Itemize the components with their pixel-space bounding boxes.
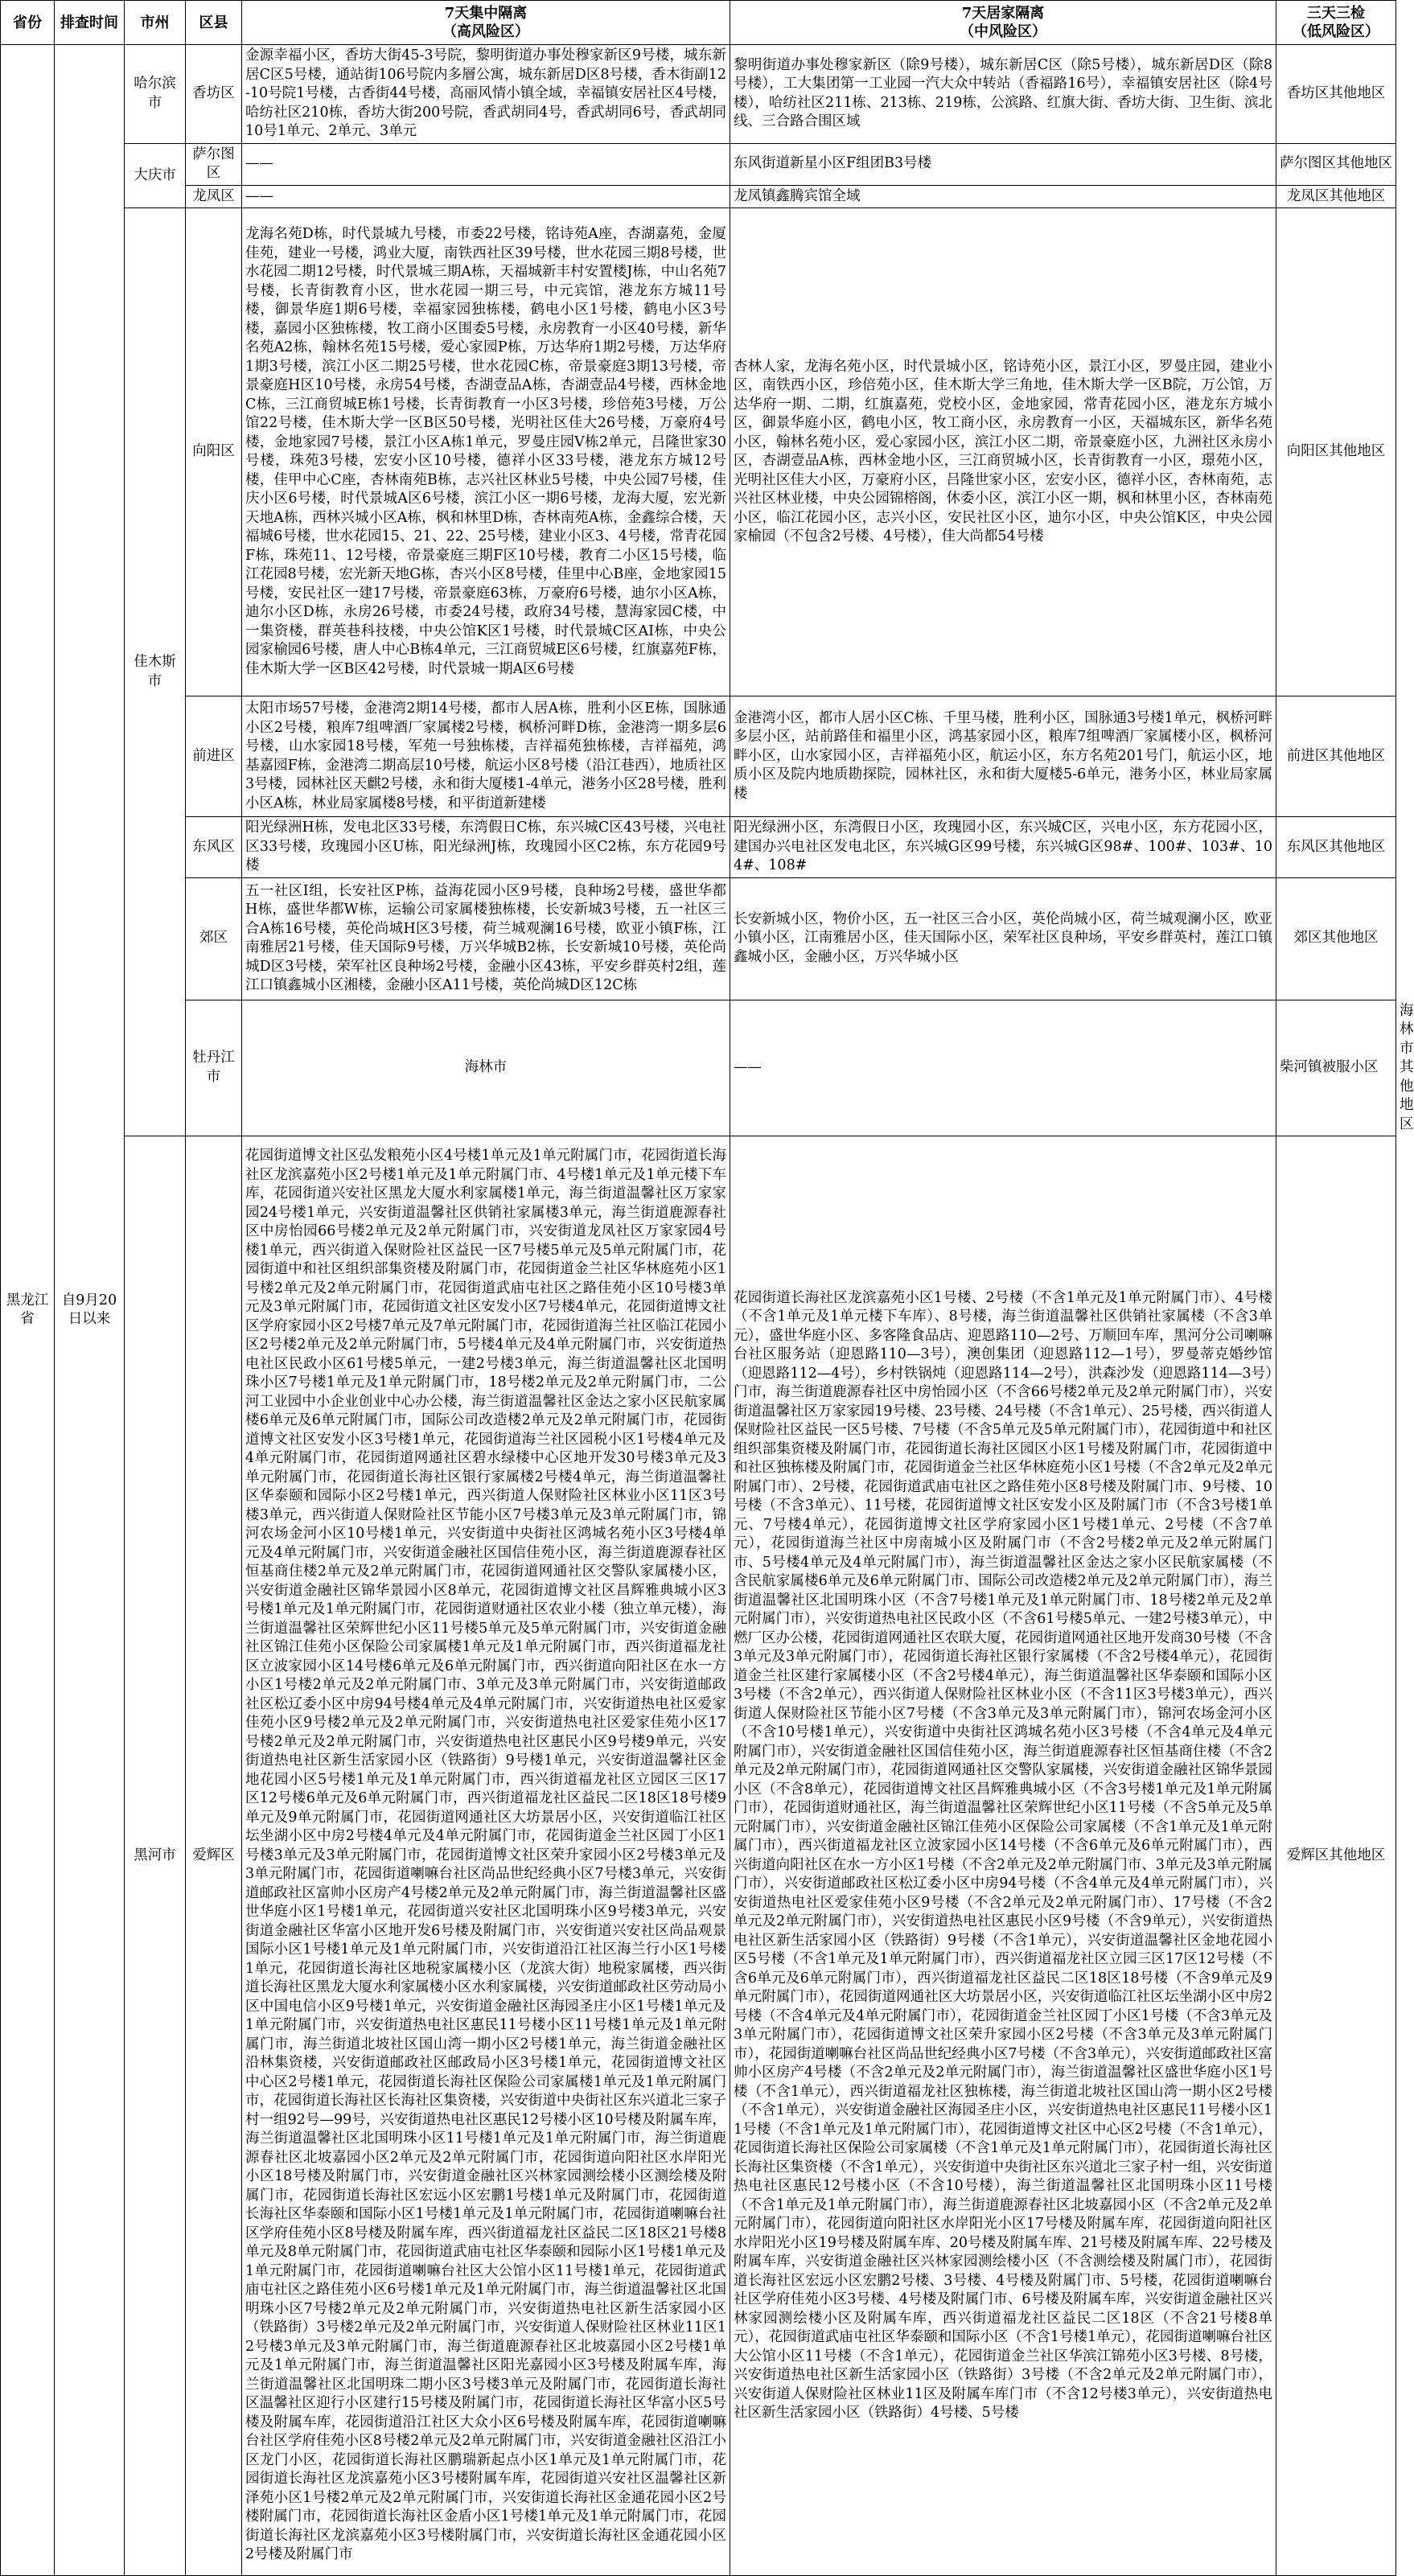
high-risk-sarturu: —— xyxy=(242,143,730,185)
header-mid-risk xyxy=(730,1,1276,45)
district-jiaoqu: 郊区 xyxy=(186,877,242,1000)
table-header-row xyxy=(1,1,1396,45)
table-row xyxy=(1,1136,1396,2576)
check-time-cell: 自9月20日以来 xyxy=(55,45,125,2576)
mid-risk-qianjin: 金港湾小区，都市人居小区C栋、千里马楼，胜利小区，国脉通3号楼1单元，枫桥河畔多层小区，站前路佳和福里小区，鸿基家园小区，粮库7组啤酒厂家属楼小区，枫桥河畔小区，山水家园小区，吉祥福苑小区，航运小区，东方名苑201号门，航运小区，地质小区及院内地质勘探院，园林社区，永和街大厦楼5-6单元，港务小区，林业局家属楼 xyxy=(730,696,1276,817)
mid-risk-xiangfang: 黎明街道办事处穆家新区（除9号楼），城东新居C区（除5号楼），城东新居D区（除8号楼），工大集团第一工业园一汽大众中转站（香福路16号），幸福镇安居社区（除4号楼），哈纺社区211栋、213栋、219栋，公滨路、红旗大街、香坊大街、卫生街、滨北线、三合路合围区域 xyxy=(730,45,1276,144)
city-heihe: 黑河市 xyxy=(125,1136,186,2576)
table-row xyxy=(1,877,1396,1000)
low-risk-aihui: 爱辉区其他地区 xyxy=(1276,1136,1396,2576)
district-xiangfang: 香坊区 xyxy=(186,45,242,144)
district-xiangyang: 向阳区 xyxy=(186,208,242,696)
high-risk-xiangfang: 金源幸福小区，香坊大街45-3号院，黎明街道办事处穆家新区9号楼，城东新居C区5号楼，通站街106号院内多層公寓，城东新居D区8号楼，香木街副12-10号院1号楼，古香街44号楼，高丽风情小镇全域，幸福镇安居社区4号楼，哈纺社区210栋，香坊大街200号院，香武胡同4号，香武胡同6号，香武胡同10号1单元、2单元、3单元 xyxy=(242,45,730,144)
header-high-risk-title: 7天集中隔离 xyxy=(444,5,528,22)
city-jiamusi: 佳木斯市 xyxy=(125,208,186,1136)
table-row xyxy=(1,45,1396,144)
high-risk-aihui: 花园街道博文社区弘发粮苑小区4号楼1单元及1单元附属门市，花园街道长海社区龙滨嘉苑小区2号楼1单元及1单元附属门市、4号楼1单元及1单元楼下车库，花园街道兴安社区黑龙大厦水利家属楼1单元，海兰街道温馨社区万家家园24号楼1单元，兴安街道温馨社区供销社家属楼3单元，海兰街道鹿源春社区中房怡园66号楼2单元及2单元附属门市，兴安街道龙凤社区万家家园4号楼1单元，西兴街道入保财险社区益民一区7号楼5单元及5单元附属门市，花园街道中和社区组织部集资楼及附属门市，花园街道金兰社区华林庭苑小区1号楼2单元及2单元附属门市，花园街道武庙屯社区之路佳苑小区10号楼3单元及3单元附属门市，花园街道文社区安发小区7号楼4单元，花园街道博文社区学府家园小区2号楼7单元及7单元附属门市，花园街道海兰社区临江花园小区2号楼2单元及2单元附属门市，5号楼4单元及4单元附属门市，兴安街道热电社区民政小区61号楼5单元，一建2号楼3单元，海兰街道温馨社区北国明珠小区7号楼1单元及1单元附属门市，18号楼2单元及2单元附属门市，二公河工业园中小企业创业中心办公楼，海兰街道温馨社区金达之家小区民航家属楼6单元及6单元附属门市，国际公司改造楼2单元及2单元附属门市，花园街道博文社区安发小区3号楼1单元，花园街道海兰社区园税小区1号楼4单元及4单元附属门市，花园街道网通社区碧水绿楼中心区地开发30号楼3单元及3单元附属门市，花园街道长海社区银行家属楼2号楼4单元，海兰街道温馨社区华泰颐和园际小区2号楼1单元，西兴街道人保财险社区林业小区11区3号楼3单元，西兴街道人保财险社区节能小区7号楼3单元及3单元附属门市，锦河农场金河小区10号楼1单元，兴安街道中央街社区鸿城名苑小区3号楼4单元及4单元附属门市，兴安街道金融社区国信佳苑小区，海兰街道鹿源春社区恒基商住楼2单元及2单元附属门市，花园街道网通社区交警队家属楼小区，兴安街道金融社区锦华景园小区8单元，花园街道博文社区昌辉雅典城小区3号楼1单元及1单元附属门市，花园街道财通社区农业小楼（独立单元楼），海兰街道温馨社区荣辉世纪小区11号楼5单元及5单元附属门市，兴安街道金融社区锦江佳苑小区保险公司家属楼1单元及1单元附属门市，西兴街道福龙社区立波家园小区14号楼6单元及6单元附属门市，西兴街道向阳社区在水一方小区1号楼2单元及2单元附属门市、3单元及3单元附属门市，兴安街道邮政社区松辽委小区中房94号楼4单元及4单元附属门市，兴安街道热电社区爱家佳苑小区9号楼2单元及2单元附属门市，兴安街道热电社区爱家佳苑小区17号楼2单元及2单元附属门市，兴安街道热电社区惠民小区9号楼9单元，兴安街道热电社区新生活家园小区（铁路街）9号楼1单元，兴安街道温馨社区金地花园小区5号楼1单元及1单元附属门市，西兴街道福龙社区立园区三区17区12号楼6单元及6单元附属门市，西兴街道福龙社区益民二区18区18号楼9单元及9单元附属门市，花园街道网通社区大坊景居小区，兴安街道临江社区坛坐湖小区中房2号楼4单元及4单元附属门市，花园街道金兰社区园丁小区1号楼3单元及3单元附属门市，花园街道博文社区荣升家园小区2号楼3单元及3单元附属门市，花园街道喇嘛台社区尚品世纪经典小区7号楼3单元，兴安街道邮政社区富帅小区房产4号楼2单元及2单元附属门市，海兰街道温馨社区盛世华庭小区1号楼1单元，花园街道兴安社区北国明珠小区9号楼3单元，兴安街道金融社区华富小区地开发6号楼及附属门市，兴安街道兴安社区尚品观景国际小区1号楼1单元及1单元附属门市，兴安街道沿江社区海兰行小区1号楼1单元，花园街道长海社区地税家属楼小区（龙滨大街）地税家属楼，西兴街道长海社区黑龙大厦水利家属楼小区水利家属楼，兴安街道邮政社区劳动局小区中国电信小区9号楼1单元，兴安街道金融社区海园圣庄小区1号楼1单元及1单元附属门市，兴安街道热电社区惠民11号楼小区11号楼1单元及1单元附属门市，海兰街道北坡社区国山湾一期小区2号楼1单元，海兰街道金融社区沿林集资楼，兴安街道邮政社区邮政局小区3号楼1单元，花园街道博文社区中心区2号楼1单元，花园街道长海社区保险公司家属楼1单元及1单元附属门市，花园街道长海社区长海社区集资楼，兴安街道中央街社区东兴道北三家子村一组92号—99号，兴安街道热电社区惠民12号楼小区10号楼及附属车库，海兰街道温馨社区北国明珠小区11号楼1单元及1单元附属门市，海兰街道鹿源春社区北坡嘉园小区2单元及2单元附属门市，花园街道向阳社区水岸阳光小区18号楼及附属门市，兴安街道金融社区兴林家园测绘楼小区测绘楼及附属门市，花园街道长海社区宏远小区宏鹏1号楼1单元及附属门市，花园街道长海社区华泰颐和国际小区1号楼1单元及1单元附属门市，花园街道喇嘛台社区学府佳苑小区8号楼及附属车库，西兴街道福龙社区益民二区18区21号楼8单元及8单元附属门市，花园街道武庙屯社区华泰颐和园际小区1号楼1单元及1单元附属门市，花园街道喇嘛台社区大公馆小区11号楼1单元，花园街道武庙屯社区之路佳苑小区6号楼1单元及1单元附属门市，海兰街道温馨社区北国明珠小区7号楼2单元及2单元附属门市，兴安街道热电社区新生活家园小区（铁路街）3号楼2单元及2单元附属门市，兴安街道人保财险社区林业11区12号楼3单元及3单元附属门市，海兰街道鹿源春社区北坡嘉园小区2号楼1单元及1单元附属门市，海兰街道温馨社区阳光嘉园小区3号楼及附属车库，海兰街道温馨社区北国明珠二期小区3号楼3单元及附属门市，花园街道长海社区温馨社区迎行小区建行15号楼及附属门市，花园街道长海社区华富小区5号楼及附属车库，花园街道沿江社区大众小区6号楼及附属车库，花园街道喇嘛台社区学府佳苑小区8号楼2单元及2单元附属门市，兴安街道金融社区沿江小区龙门小区，花园街道长海社区鹏瑞新起点小区1单元及1单元附属门市，花园街道长海社区龙滨嘉苑小区3号楼附属车库，花园街道兴安社区温馨社区新泽苑小区1号楼2单元及2单元附属门市，兴安街道长海社区金通花园小区2号楼附属门市，花园街道长海社区金盾小区1号楼1单元及1单元附属门市，花园街道长海社区龙滨嘉苑小区3号楼附属门市，兴安街道长海社区金通花园小区2号楼及附属门市 xyxy=(242,1136,730,2576)
header-high-risk xyxy=(242,1,730,45)
table-row xyxy=(1,817,1396,878)
district-qianjin: 前进区 xyxy=(186,696,242,817)
header-low-risk-sub: （低风险区） xyxy=(1293,23,1379,40)
district-sarturu: 萨尔图区 xyxy=(186,143,242,185)
header-low-risk-title: 三天三检 xyxy=(1307,5,1365,22)
mid-risk-longfeng: 龙凤镇鑫腾宾馆全域 xyxy=(730,185,1276,208)
low-risk-xiangyang: 向阳区其他地区 xyxy=(1276,208,1396,696)
city-mudanjiang: 牡丹江市 xyxy=(186,1000,242,1136)
table-row xyxy=(1,696,1396,817)
low-risk-xiangfang: 香坊区其他地区 xyxy=(1276,45,1396,144)
district-aihui: 爱辉区 xyxy=(186,1136,242,2576)
mid-risk-xiangyang: 杏林人家，龙海名苑小区，时代景城小区，铭诗苑小区，景江小区，罗曼庄园，建业小区，南铁西小区，珍倍苑小区，佳木斯大学三角地，佳木斯大学一区B院，万公馆，万达华府一期、二期，红旗嘉苑，党校小区，金地家园，常青花园小区，港龙东方城小区，御景华庭小区，鹤电小区，牧工商小区，永房教育一小区，天福城东区，新华名苑小区，翰林名苑小区，爱心家园小区，滨江小区二期，帝景豪庭小区，九洲社区永房小区，杏湖壹品A栋，西林金地小区，三江商贸城小区，长青街教育一小区，璟苑小区，光明社区佳大小区，万豪府小区，吕隆世家小区，宏安小区，德祥小区，杏林南苑，志兴社区林业楼，中央公园锦榕阁，休委小区，滨江小区一期，枫和林里小区，杏林南苑小区，临江花园小区，志兴小区，安民社区小区，迪尔小区，中央公馆K区，中央公园家榆园（不包含2号楼、4号楼），佳大尚都54号楼 xyxy=(730,208,1276,696)
mid-risk-sarturu: 东风街道新星小区F组团B3号楼 xyxy=(730,143,1276,185)
table-row: 牡丹江市 海林市 —— 柴河镇被服小区 海林市其他地区 xyxy=(1,1000,1396,1136)
low-risk-sarturu: 萨尔图区其他地区 xyxy=(1276,143,1396,185)
mid-risk-dongfeng: 阳光绿洲小区，东湾假日小区，玫瑰园小区，东兴城C区，兴电小区，东方花园小区，建国办兴电社区发电北区，东兴城G区99号楼，东兴城G区98#、100#、103#、104#、108# xyxy=(730,817,1276,878)
table-row xyxy=(1,185,1396,208)
header-district: 区县 xyxy=(186,1,242,45)
high-risk-jiaoqu: 五一社区I组，长安社区P栋，益海花园小区9号楼，良种场2号楼，盛世华都H栋，盛世华都W栋，运输公司家属楼独栋楼，长安新城3号楼，五一社区三合A栋16号楼，英伦尚城H区3号楼，荷兰城观澜16号楼，欧亚小镇F栋，江南雅居21号楼，佳天国际9号楼，万兴华城B2栋，长安新城10号楼，英伦尚城D区3号楼，荣军社区良种场2号楼，金融小区43栋，平安乡群英村2组，莲江口镇鑫城小区湘楼，金融小区A11号楼，英伦尚城D区12C栋 xyxy=(242,877,730,1000)
header-check-time: 排查时间 xyxy=(55,1,125,45)
city-harbin: 哈尔滨市 xyxy=(125,45,186,144)
city-daqing: 大庆市 xyxy=(125,143,186,208)
low-risk-jiaoqu: 郊区其他地区 xyxy=(1276,877,1396,1000)
district-hailin: 海林市 xyxy=(242,1000,730,1136)
high-risk-longfeng: —— xyxy=(242,185,730,208)
table-row xyxy=(1,208,1396,696)
header-province: 省份 xyxy=(1,1,55,45)
high-risk-hailin: —— xyxy=(730,1000,1276,1136)
high-risk-dongfeng: 阳光绿洲H栋，发电北区33号楼，东湾假日C栋，东兴城C区43号楼，兴电社区33号楼，玫瑰园小区U栋，阳光绿洲J栋，玫瑰园小区C2栋，东方花园9号楼 xyxy=(242,817,730,878)
low-risk-dongfeng: 东风区其他地区 xyxy=(1276,817,1396,878)
mid-risk-jiaoqu: 长安新城小区，物价小区，五一社区三合小区，英伦尚城小区，荷兰城观澜小区，欧亚小镇小区，江南雅居小区，佳天国际小区，荣军社区良种场，平安乡群英村，莲江口镇鑫城小区，金融小区，万兴华城小区 xyxy=(730,877,1276,1000)
low-risk-qianjin: 前进区其他地区 xyxy=(1276,696,1396,817)
province-cell: 黑龙江省 xyxy=(1,45,55,2576)
mid-risk-aihui: 花园街道长海社区龙滨嘉苑小区1号楼、2号楼（不含1单元及1单元附属门市）、4号楼（不含1单元及1单元楼下车库）、8号楼，海兰街道温馨社区供销社家属楼（不含3单元），盛世华庭小区、多客隆食品店、迎恩路110—2号、万顺回车库，黑河分公司喇嘛台社区服务站（迎恩路110—3号），澳创集团（迎恩路112—1号），罗曼蒂克婚纱馆（迎恩路112—4号），乡村铁锅炖（迎恩路114—2号），洪森沙发（迎恩路114—3号）门市，海兰街道鹿源春社区中房怡园小区（不含66号楼2单元及2单元附属门市），兴安街道温馨社区万家家园19号楼、23号楼、24号楼（不含1单元）、25号楼，西兴街道人保财险社区益民一区5号楼、7号楼（不含5单元及5单元附属门市），花园街道中和社区组织部集资楼及附属门市，花园街道长海社区园区小区1号楼及附属门市，花园街道中和社区独栋楼及附属门市，花园街道金兰社区华林庭苑小区1号楼（不含2单元及2单元附属门市）、2号楼，花园街道武庙屯社区之路佳苑小区8号楼及附属门市、9号楼、10号楼（不含3单元）、11号楼，花园街道博文社区安发小区及附属门市（不含3号楼1单元、7号楼4单元），花园街道博文社区学府家园小区1号楼1单元、2号楼（不含7单元），花园街道海兰社区中房南城小区及附属门市（不含2号楼2单元及2单元附属门市、5号楼4单元及4单元附属门市），海兰街道温馨社区金达之家小区民航家属楼（不含民航家属楼6单元及6单元附属门市、国际公司改造楼2单元及2单元附属门市），海兰街道温馨社区北国明珠小区（不含7号楼1单元及1单元附属门市、18号楼2单元及2单元附属门市），兴安街道热电社区民政小区（不含61号楼5单元、一建2号楼3单元），中燃厂区办公楼，花园街道网通社区农联大厦，花园街道网通社区地开发商30号楼（不含3单元及3单元附属门市），花园街道长海社区银行家属楼（不含2号楼4单元），花园街道金兰社区建行家属楼小区（不含2号楼4单元），海兰街道温馨社区华泰颐和国际小区3号楼（不含2单元），西兴街道人保财险社区林业小区（不含11区3号楼3单元），西兴街道人保财险社区节能小区7号楼（不含3单元及3单元附属门市），锦河农场金河小区（不含10号楼1单元），兴安街道中央街社区鸿城名苑小区3号楼（不含4单元及4单元附属门市），兴安街道金融社区国信佳苑小区，海兰街道鹿源春社区恒基商住楼（不含2单元及2单元附属门市），花园街道网通社区交警队家属楼，兴安街道金融社区锦华景园小区（不含8单元），花园街道博文社区昌辉雅典城小区（不含3号楼1单元及1单元附属门市），花园街道财通社区，海兰街道温馨社区荣辉世纪小区11号楼（不含5单元及5单元附属门市），兴安街道金融社区锦江佳苑小区保险公司家属楼（不含1单元及1单元附属门市），西兴街道福龙社区立波家园小区14号楼（不含6单元及6单元附属门市），西兴街道向阳社区在水一方小区1号楼（不含2单元及2单元附属门市、3单元及3单元附属门市），兴安街道邮政社区松辽委小区中房94号楼（不含4单元及4单元附属门市），兴安街道热电社区爱家佳苑小区9号楼（不含2单元及2单元附属门市）、17号楼（不含2单元及2单元附属门市），兴安街道热电社区惠民小区9号楼（不含9单元），兴安街道热电社区新生活家园小区（铁路街）9号楼（不含1单元），兴安街道温馨社区金地花园小区5号楼（不含1单元及1单元附属门市），西兴街道福龙社区立园三区17区12号楼（不含6单元及6单元附属门市），西兴街道福龙社区益民二区18区18号楼（不含9单元及9单元附属门市），花园街道网通社区大坊景居小区，兴安街道临江社区坛坐湖小区中房2号楼（不含4单元及4单元附属门市），花园街道金兰社区园丁小区1号楼（不含3单元及3单元附属门市），花园街道博文社区荣升家园小区2号楼（不含3单元及3单元附属门市），花园街道喇嘛台社区尚品世纪经典小区7号楼（不含3单元），兴安街道邮政社区富帅小区房产4号楼（不含2单元及2单元附属门市），海兰街道温馨社区盛世华庭小区1号楼（不含1单元），西兴街道福龙社区独栋楼，海兰街道北坡社区国山湾一期小区2号楼（不含1单元），兴安街道金融社区海园圣庄小区，兴安街道热电社区惠民11号楼小区11号楼（不含1单元及1单元附属门市），花园街道博文社区中心区2号楼（不含1单元），花园街道长海社区保险公司家属楼（不含1单元及1单元附属门市），花园街道长海社区长海社区集资楼（不含1单元），兴安街道中央街社区东兴道北三家子村一组，兴安街道热电社区惠民12号楼小区（不含10号楼），海兰街道温馨社区北国明珠小区11号楼（不含1单元及1单元附属门市），海兰街道鹿源春社区北坡嘉园小区（不含2单元及2单元附属门市），花园街道向阳社区水岸阳光小区17号楼及附属车库，花园街道向阳社区水岸阳光小区19号楼及附属车库、20号楼及附属车库、21号楼及附属车库、22号楼及附属车库，兴安街道金融社区兴林家园测绘楼小区（不含测绘楼及附属门市），花园街道长海社区宏远小区宏鹏2号楼、3号楼、4号楼及附属门市、5号楼，花园街道喇嘛台社区学府佳苑小区3号楼、4号楼及附属门市、6号楼及附属车库，兴安街道金融社区兴林家园测绘楼小区及附属车库，西兴街道福龙社区益民二区18区（不含21号楼8单元），花园街道武庙屯社区华泰颐和国际小区（不含1号楼1单元），花园街道喇嘛台社区大公馆小区11号楼（不含1单元），花园街道金兰社区华滨江锦苑小区3号楼、8号楼，兴安街道热电社区新生活家园小区（铁路街）3号楼（不含2单元及2单元附属门市），兴安街道人保财险社区林业11区及附属车库门市（不含12号楼3单元），兴安街道热电社区新生活家园小区（铁路街）4号楼、5号楼 xyxy=(730,1136,1276,2576)
low-risk-longfeng: 龙凤区其他地区 xyxy=(1276,185,1396,208)
high-risk-qianjin: 太阳市场57号楼，金港湾2期14号楼，都市人居A栋，胜利小区E栋，国脉通小区2号楼，粮库7组啤酒厂家属楼2号楼，枫桥河畔D栋，金港湾一期多层6号楼，山水家园18号楼，军苑一号独栋楼，吉祥福苑独栋楼，吉祥福苑，鸿基嘉园F栋，金港湾二期高层10号楼，航运小区8号楼（沿江巷西），地质社区3号楼，园林社区天麒2号楼，永和街大厦楼1-4单元，港务小区28号楼，胜利小区A栋，林业局家属楼8号楼，和平街道新建楼 xyxy=(242,696,730,817)
header-mid-risk-title: 7天居家隔离 xyxy=(961,5,1045,22)
district-dongfeng: 东风区 xyxy=(186,817,242,878)
header-low-risk xyxy=(1276,1,1396,45)
high-risk-xiangyang: 龙海名苑D栋，时代景城九号楼，市委22号楼，铭诗苑A座，杏湖嘉苑，金厦佳苑，建业一号楼，鸿业大厦，南铁西社区39号楼，世水花园三期8号楼，世水花园二期12号楼，时代景城三期A栋，天福城新丰村安置楼J栋，中山名苑7号楼，长青街教育小区，世水花园一期三号，中元宾馆，港龙东方城11号楼，御景华庭1期6号楼，幸福家园独栋楼，鹤电小区1号楼，鹤电小区3号楼，嘉园小区独栋楼，牧工商小区围委5号楼，永房教育一小区40号楼，新华名苑A2栋，翰林名苑15号楼，爱心家园P栋，万达华府1期2号楼，万达华府1期3号楼，滨江小区二期25号楼，世水花园C栋，帝景豪庭3期13号楼，帝景豪庭H区10号楼，永房54号楼，杏湖壹品A栋，杏湖壹品4号楼，西林金地C栋，三江商贸城E栋1号楼，长青街教育一小区3号楼，珍倍苑3号楼，万公馆22号楼，佳木斯大学一区B区50号楼，光明社区佳大26号楼，万豪府4号楼，金地家园7号楼，景江小区A栋1单元，罗曼庄园V栋2单元，吕隆世家30号楼，珠苑3号楼，宏安小区10号楼，德祥小区33号楼，港龙东方城12号楼，佳甲中心C座，杏林南苑B栋，志兴社区林业5号楼，中央公园7号楼，佳庆小区6号楼，时代景城A区6号楼，滨江小区一期6号楼，龙海大厦，宏光新天地A栋，西林兴城小区A栋，枫和林里D栋，杏林南苑A栋，金鑫综合楼，天福城6号楼，世水花园15、21、22、25号楼，建业小区3、4号楼，常青花园F栋，珠苑11、12号楼，帝景豪庭三期F区10号楼，教育二小区15号楼，临江花园8号楼，宏光新天地G栋，杏兴小区8号楼，佳里中心B座，金地家园15号楼，安民社区一建17号楼，帝景豪庭63栋，万豪府6号楼，迪尔小区A栋，迪尔小区D栋，永房26号楼，市委24号楼，政府34号楼，慧海家园C楼，中一集资楼，群英巷科技楼，中央公馆K区1号楼，时代景城C区AI栋，中央公园家榆园6号楼，唐人中心B栋4单元，三江商贸城E区6号楼，红旗嘉苑F栋，佳木斯大学一区B区42号楼，时代景城一期A区6号楼 xyxy=(242,208,730,696)
header-high-risk-sub: （高风险区） xyxy=(442,23,529,40)
table-row xyxy=(1,143,1396,185)
mid-risk-hailin: 柴河镇被服小区 xyxy=(1276,1000,1396,1136)
header-mid-risk-sub: （中风险区） xyxy=(960,23,1046,40)
header-city: 市州 xyxy=(125,1,186,45)
district-longfeng: 龙凤区 xyxy=(186,185,242,208)
